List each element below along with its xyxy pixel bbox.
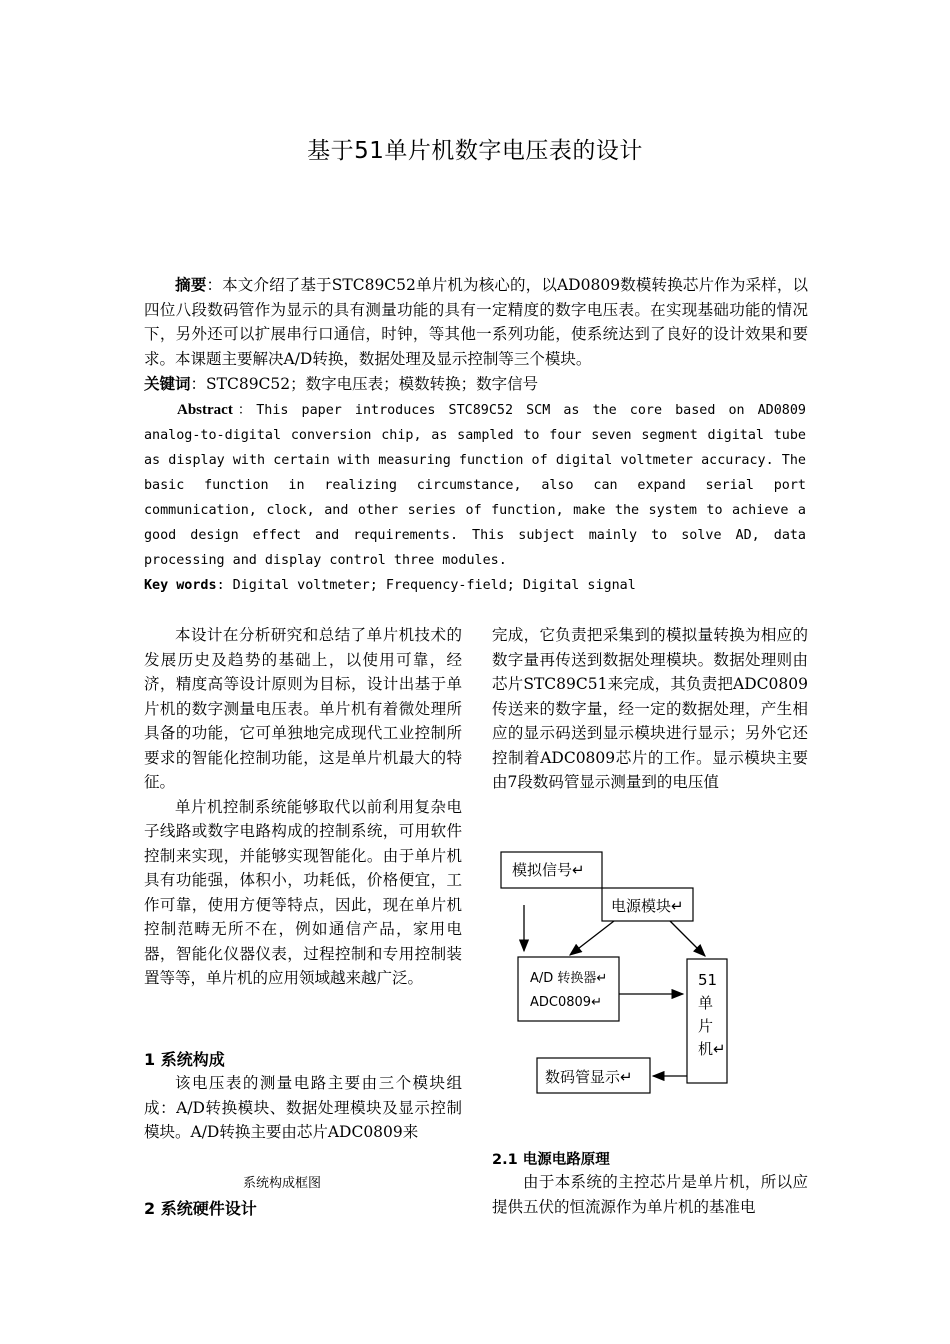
section-2-heading: 2 系统硬件设计	[144, 1199, 257, 1218]
ad-converter-label-1: A/D 转换器↵	[530, 971, 608, 986]
mcu-label-2: 单	[698, 994, 714, 1012]
power-module-box	[602, 888, 693, 921]
section-2-1-body	[492, 1170, 808, 1219]
mcu-label-3: 片	[698, 1017, 714, 1035]
page-title: 基于51单片机数字电压表的设计	[307, 138, 643, 164]
analog-signal-box	[501, 852, 602, 888]
keywords-en	[144, 573, 808, 598]
abstract-cn-label: 摘要	[175, 276, 207, 294]
abstract-en	[144, 398, 806, 573]
ad-converter-box	[518, 957, 619, 1021]
power-module-label: 电源模块↵	[611, 897, 684, 915]
section-1-paragraph: 该电压表的测量电路主要由三个模块组成：A/D转换模块、数据处理模块及显示控制模块。A/D转换主要由芯片ADC0809来	[144, 1074, 462, 1141]
intro-paragraph-2: 单片机控制系统能够取代以前利用复杂电子线路或数字电路构成的控制系统，可用软件控制来实现，并能够实现智能化。由于单片机具有功能强，体积小，功耗低，价格便宜，工作可靠，使用方便等特点，因此，现在单片机控制范畴无所不在，例如通信产品，家用电器，智能化仪器仪表，过程控制和专用控制装置等等，单片机的应用领域越来越广泛。	[144, 797, 462, 987]
display-label: 数码管显示↵	[545, 1068, 633, 1086]
section-2-1-paragraph: 由于本系统的主控芯片是单片机，所以应提供五伏的恒流源作为单片机的基准电	[492, 1173, 808, 1216]
abstract-en-text: ：This paper introduces STC89C52 SCM as the core based on AD0809 analog-to-digital conversion chip, as sampled to four seven segment digital tube as display with certain with measuring function of digital voltmeter accuracy. The basic function in realizing circumstance, also can expand serial port communication, clock, and other series of function, make the system to achieve a good design effect and requirements. This subject mainly to solve AD, data processing and display control three modules.	[144, 403, 806, 568]
figure-caption: 系统构成框图	[242, 1176, 321, 1191]
system-block-diagram	[490, 845, 750, 1105]
keywords-en-label: Key words	[144, 578, 217, 593]
keywords-en-text: : Digital voltmeter; Frequency-field; Digital signal	[216, 578, 636, 593]
display-box	[537, 1058, 650, 1093]
arrow-power-to-ad	[570, 921, 614, 955]
abstract-cn	[144, 273, 808, 371]
section-2-1-heading: 2.1 电源电路原理	[492, 1152, 610, 1168]
section-1-heading: 1 系统构成	[144, 1050, 225, 1069]
arrow-power-to-mcu	[670, 921, 705, 956]
mcu-label-4: 机↵	[698, 1040, 726, 1058]
keywords-cn	[144, 372, 808, 397]
keywords-cn-label: 关键词	[144, 375, 191, 393]
abstract-cn-text: ：本文介绍了基于STC89C52单片机为核心的，以AD0809数模转换芯片作为采样，以四位八段数码管作为显示的具有测量功能的具有一定精度的数字电压表。在实现基础功能的情况下，另外还可以扩展串行口通信，时钟，等其他一系列功能，使系统达到了良好的设计效果和要求。本课题主要解决A/D转换，数据处理及显示控制等三个模块。	[144, 276, 808, 368]
abstract-en-label: Abstract	[177, 402, 233, 418]
analog-signal-label: 模拟信号↵	[512, 861, 585, 879]
left-column	[144, 623, 462, 991]
right-column-paragraph: 完成，它负责把采集到的模拟量转换为相应的数字量再传送到数据处理模块。数据处理则由芯片STC89C51来完成，其负责把ADC0809传送来的数字量，经一定的数据处理，产生相应的显示码送到显示模块进行显示；另外它还控制着ADC0809芯片的工作。显示模块主要由7段数码管显示测量到的电压值	[492, 626, 808, 791]
ad-converter-label-2: ADC0809↵	[530, 995, 602, 1010]
keywords-cn-text: ：STC89C52；数字电压表；模数转换；数字信号	[190, 375, 539, 393]
section-1-body	[144, 1071, 462, 1145]
right-column	[492, 623, 808, 795]
mcu-box	[687, 959, 727, 1083]
intro-paragraph-1: 本设计在分析研究和总结了单片机技术的发展历史及趋势的基础上，以使用可靠，经济，精度高等设计原则为目标，设计出基于单片机的数字测量电压表。单片机有着微处理所具备的功能，它可单独地完成现代工业控制所要求的智能化控制功能，这是单片机最大的特征。	[144, 626, 462, 791]
mcu-label-1: 51	[698, 971, 718, 989]
